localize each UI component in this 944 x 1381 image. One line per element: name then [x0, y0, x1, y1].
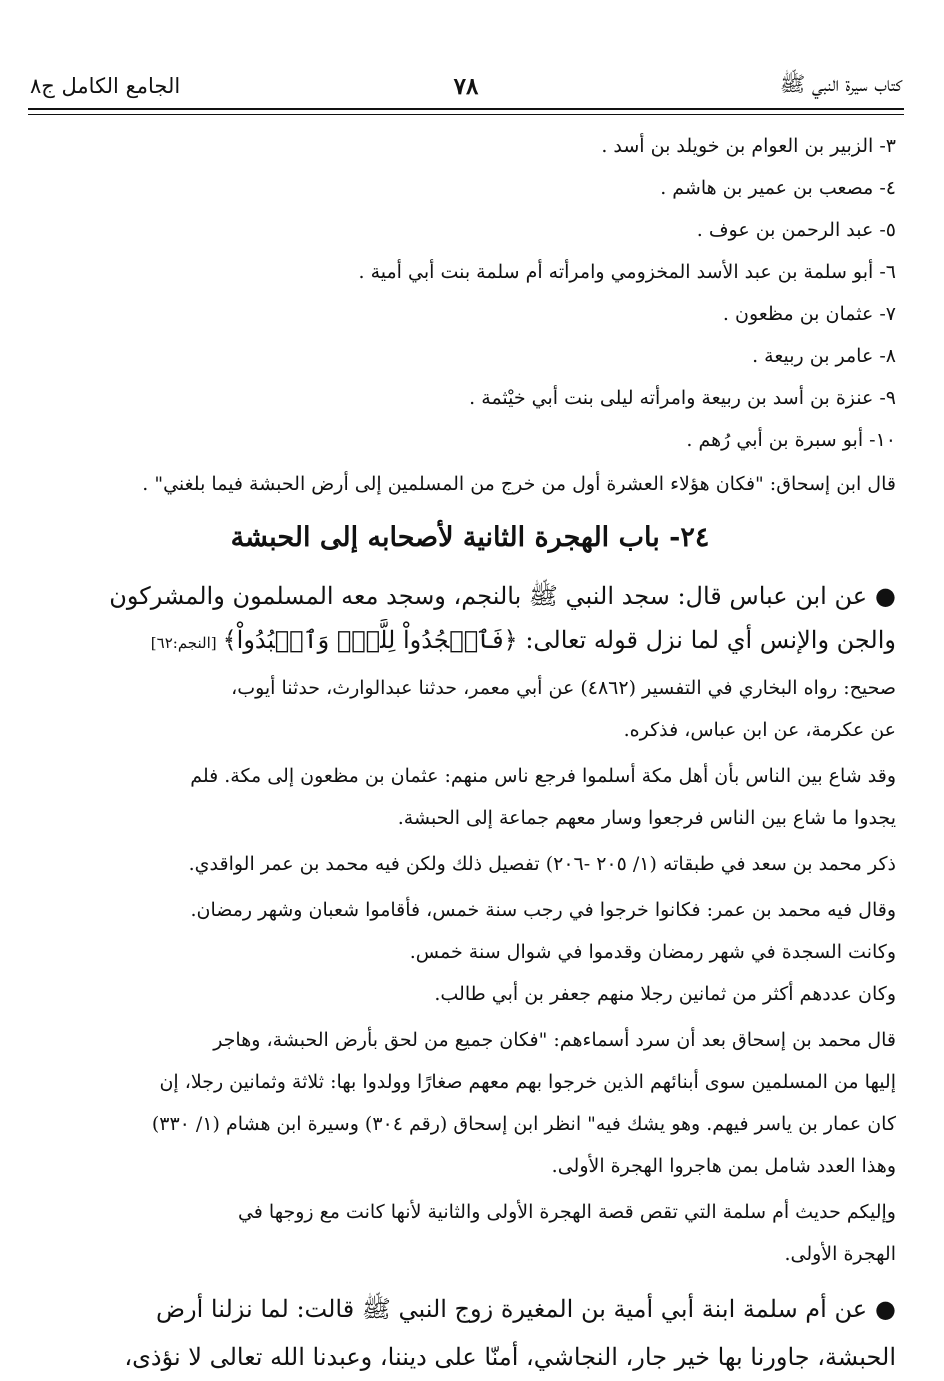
list-item: ٣- الزبير بن العوام بن خويلد بن أسد . [601, 135, 896, 157]
note-line: وإليكم حديث أم سلمة التي تقص قصة الهجرة الأولى والثانية لأنها كانت مع زوجها في [237, 1201, 896, 1223]
section-heading: ٢٤- باب الهجرة الثانية لأصحابه إلى الحبشة [230, 522, 710, 553]
note-line: عن عكرمة، عن ابن عباس، فذكره. [623, 719, 896, 741]
note-paragraph [44, 1191, 896, 1275]
hadith-text: عن ابن عباس قال: سجد النبي ﷺ بالنجم، وسجد معه المسلمون والمشركون [109, 582, 868, 610]
hadith-1-line-2 [44, 619, 896, 663]
note-line: إليها من المسلمين سوى أبنائهم الذين خرجوا بهم معهم صغارًا وولدوا بها: ثلاثة وثمانين رجلا، إن [159, 1071, 896, 1093]
note-line: وهذا العدد شامل بمن هاجروا الهجرة الأولى. [551, 1155, 896, 1177]
note-line: صحيح: رواه البخاري في التفسير (٤٨٦٢) عن أبي معمر، حدثنا عبدالوارث، حدثنا أيوب، [231, 677, 896, 699]
note-paragraph [44, 667, 896, 751]
note-line: وقال فيه محمد بن عمر: فكانوا خرجوا في رجب سنة خمس، فأقاموا شعبان وشهر رمضان. [190, 899, 896, 921]
note-line: كان عمار بن ياسر فيهم. وهو يشك فيه" انظر ابن إسحاق (رقم ٣٠٤) وسيرة ابن هشام (١/ ٣٣٠) [151, 1113, 896, 1135]
list-item: ٥- عبد الرحمن بن عوف . [696, 219, 896, 241]
ibn-ishaq-quote: قال ابن إسحاق: "فكان هؤلاء العشرة أول من خرج من المسلمين إلى أرض الحبشة فيما بلغني" . [142, 473, 896, 495]
note-paragraph [44, 755, 896, 839]
header-rule-thin [28, 114, 904, 115]
note-paragraph [44, 1019, 896, 1187]
hadith-text: والجن والإنس أي لما نزل قوله تعالى: ﴿فَٱسۡجُدُواْ لِلَّهِۤ وَٱعۡبُدُواْ﴾ [222, 626, 896, 654]
header-rule-thick [28, 108, 904, 110]
list-item: ٨- عامر بن ربيعة . [752, 345, 896, 367]
header-volume: الجامع الكامل ج٨ [30, 74, 181, 98]
note-line: يجدوا ما شاع بين الناس فرجعوا وسار معهم جماعة إلى الحبشة. [397, 807, 896, 829]
header-book-title: كتاب سيرة النبي ﷺ [779, 71, 902, 96]
list-item: ٧- عثمان بن مظعون . [722, 303, 896, 325]
bullet-icon: ● [875, 582, 896, 610]
running-header [30, 66, 902, 106]
note-line: قال محمد بن إسحاق بعد أن سرد أسماءهم: "فكان جميع من لحق بأرض الحبشة، وهاجر [213, 1029, 896, 1051]
list-item: ٦- أبو سلمة بن عبد الأسد المخزومي وامرأته أم سلمة بنت أبي أمية . [358, 261, 896, 283]
note-line: وكانت السجدة في شهر رمضان وقدموا في شوال سنة خمس. [409, 941, 896, 963]
list-item: ٤- مصعب بن عمير بن هاشم . [660, 177, 896, 199]
hadith-2 [44, 1285, 896, 1381]
hadith-1-line-1 [44, 575, 896, 619]
quran-reference: [النجم:٦٢] [150, 634, 217, 652]
page-number: ٧٨ [453, 72, 479, 100]
note-line: وقد شاع بين الناس بأن أهل مكة أسلموا فرجع ناس منهم: عثمان بن مظعون إلى مكة. فلم [190, 765, 896, 787]
hadith-2-line-2: الحبشة، جاورنا بها خير جار، النجاشي، أمنّا على ديننا، وعبدنا الله تعالى لا نؤذى، [124, 1343, 896, 1371]
bullet-icon: ● [875, 1295, 896, 1323]
list-item: ١٠- أبو سبرة بن أبي رُهم . [686, 429, 896, 451]
list-item: ٩- عنزة بن أسد بن ربيعة وامرأته ليلى بنت أبي خيْثمة . [469, 387, 896, 409]
note-line: وكان عددهم أكثر من ثمانين رجلا منهم جعفر بن أبي طالب. [434, 983, 896, 1005]
page-body [44, 125, 896, 1381]
note-paragraph [44, 973, 896, 1015]
note-line: الهجرة الأولى. [784, 1243, 896, 1265]
note-line: ذكر محمد بن سعد في طبقاته (١/ ٢٠٥ -٢٠٦) تفصيل ذلك ولكن فيه محمد بن عمر الواقدي. [188, 853, 896, 875]
note-paragraph [44, 843, 896, 885]
hadith-text: عن أم سلمة ابنة أبي أمية بن المغيرة زوج النبي ﷺ قالت: لما نزلنا أرض [156, 1295, 868, 1323]
note-paragraph [44, 889, 896, 973]
hadith-2-line-1 [44, 1285, 896, 1333]
